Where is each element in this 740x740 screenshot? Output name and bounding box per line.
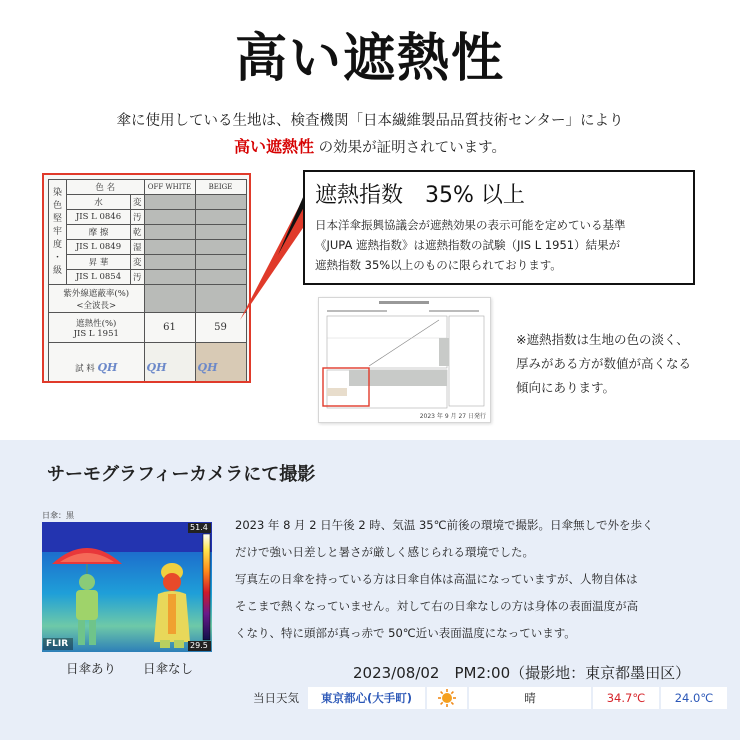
cert-row-mark: 湿 bbox=[131, 240, 145, 255]
sample-off-white bbox=[144, 343, 195, 384]
document-graphic bbox=[319, 298, 492, 418]
cert-sample-text: 試 料 bbox=[75, 364, 95, 374]
certificate-excerpt bbox=[42, 173, 251, 383]
scale-max: 51.4 bbox=[190, 523, 208, 532]
cert-cell bbox=[144, 240, 195, 255]
intro-line-2 bbox=[0, 134, 740, 161]
desc-line: 2023 年 8 月 2 日午後 2 時、気温 35℃前後の環境で撮影。日傘無しで外を歩く bbox=[235, 518, 654, 532]
cert-row-label: JIS L 0854 bbox=[67, 270, 131, 285]
document-issue-date: 2023 年 9 月 27 日発行 bbox=[419, 413, 486, 420]
cert-side-label bbox=[49, 180, 67, 285]
cert-col-header-2: BEIGE bbox=[195, 180, 246, 195]
cert-row-label: 昇 華 bbox=[67, 255, 131, 270]
cert-cell bbox=[144, 195, 195, 210]
callout-connector bbox=[238, 195, 308, 325]
heat-index-line: 遮熱指数 35%以上のものに限られております。 bbox=[315, 258, 562, 272]
caption-with-parasol: 日傘あり bbox=[66, 661, 117, 676]
caption-without-parasol: 日傘なし bbox=[143, 661, 194, 676]
cert-cell bbox=[144, 285, 195, 313]
cert-uv-label bbox=[49, 285, 145, 313]
cert-row-mark: 変 bbox=[131, 255, 145, 270]
cert-heat-text: 遮熱性(%) bbox=[76, 318, 117, 329]
cert-uv-text: 紫外線遮蔽率(%) bbox=[63, 288, 130, 299]
desc-line: だけで強い日差しと暑さが厳しく感じられる環境でした。 bbox=[235, 545, 534, 559]
camera-label: 日傘：黒 bbox=[42, 511, 74, 520]
cert-row-mark: 変 bbox=[131, 195, 145, 210]
intro-highlight: 高い遮熱性 bbox=[234, 137, 315, 156]
weather-icon-cell bbox=[427, 687, 467, 709]
cert-row-mark: 乾 bbox=[131, 225, 145, 240]
cert-row-mark: 汚 bbox=[131, 270, 145, 285]
desc-line: そこまで熱くなっていません。対して右の日傘なしの方は身体の表面温度が高 bbox=[235, 599, 639, 613]
heat-index-box bbox=[303, 170, 695, 285]
cert-heat-value-1: 61 bbox=[144, 313, 195, 343]
heat-index-heading: 遮熱指数 35% 以上 bbox=[315, 183, 525, 208]
cert-side-text: 染 色 堅 牢 度 ・ 級 bbox=[52, 187, 62, 276]
cert-heat-std: JIS L 1951 bbox=[73, 328, 119, 339]
weather-location: 東京都心(大手町) bbox=[308, 687, 425, 709]
note-line: 傾向にあります。 bbox=[516, 380, 616, 395]
heat-index-note bbox=[516, 328, 691, 400]
cert-row-label: 摩 擦 bbox=[67, 225, 131, 240]
thermography-description bbox=[235, 512, 695, 647]
cert-uv-sub: <全波長> bbox=[76, 300, 117, 311]
cert-sample-label bbox=[49, 343, 145, 384]
thermal-image bbox=[42, 522, 212, 652]
page-title: 高い遮熱性 bbox=[234, 29, 505, 89]
cert-cell bbox=[144, 210, 195, 225]
scale-min: 29.5 bbox=[190, 641, 208, 650]
flir-logo: FLIR bbox=[46, 639, 69, 649]
heat-index-body bbox=[315, 215, 683, 275]
thermography-section bbox=[0, 440, 740, 740]
weather-low-temp: 24.0℃ bbox=[661, 687, 727, 709]
cert-heat-value-2: 59 bbox=[195, 313, 246, 343]
intro-line-1: 傘に使用している生地は、検査機関「日本繊維製品品質技術センター」により bbox=[116, 113, 624, 129]
note-line: ※遮熱指数は生地の色の淡く、 bbox=[516, 332, 689, 347]
intro-text bbox=[0, 108, 740, 161]
sample-mark-2: QH bbox=[197, 361, 218, 374]
weather-condition: 晴 bbox=[469, 687, 591, 709]
desc-line: 写真左の日傘を持っている方は日傘自体は高温になっていますが、人物自体は bbox=[235, 572, 638, 586]
sample-mark-1: QH bbox=[146, 361, 167, 374]
weather-high-temp: 34.7℃ bbox=[593, 687, 659, 709]
cert-sample-mark: QH bbox=[97, 361, 118, 374]
heat-index-line: 日本洋傘振興協議会が遮熱効果の表示可能を定めている基準 bbox=[315, 218, 626, 232]
sample-beige bbox=[195, 343, 246, 384]
sun-icon bbox=[437, 688, 457, 708]
intro-line-2-rest: の効果が証明されています。 bbox=[318, 140, 506, 156]
weather-label: 当日天気 bbox=[253, 691, 299, 705]
thermography-heading: サーモグラフィーカメラにて撮影 bbox=[47, 464, 316, 485]
cert-cell bbox=[144, 255, 195, 270]
thermal-graphic bbox=[42, 522, 212, 652]
cert-color-name: 色 名 bbox=[67, 180, 145, 195]
heat-index-line: 《JUPA 遮熱指数》は遮熱指数の試験（JIS L 1951）結果が bbox=[315, 238, 621, 252]
capture-timestamp: 2023/08/02 PM2:00（撮影地：東京都墨田区） bbox=[353, 664, 691, 682]
cert-heat-label bbox=[49, 313, 145, 343]
cert-col-header-1: OFF WHITE bbox=[144, 180, 195, 195]
cert-row-label: JIS L 0846 bbox=[67, 210, 131, 225]
cert-row-label: 水 bbox=[67, 195, 131, 210]
cert-cell bbox=[144, 225, 195, 240]
cert-row-label: JIS L 0849 bbox=[67, 240, 131, 255]
cert-row-mark: 汚 bbox=[131, 210, 145, 225]
certificate-table bbox=[48, 179, 247, 383]
desc-line: くなり、特に頭部が真っ赤で 50℃近い表面温度になっています。 bbox=[235, 626, 576, 640]
certificate-document-thumbnail bbox=[318, 297, 491, 423]
note-line: 厚みがある方が数値が高くなる bbox=[516, 356, 692, 371]
cert-cell bbox=[144, 270, 195, 285]
weather-bar bbox=[244, 687, 727, 709]
